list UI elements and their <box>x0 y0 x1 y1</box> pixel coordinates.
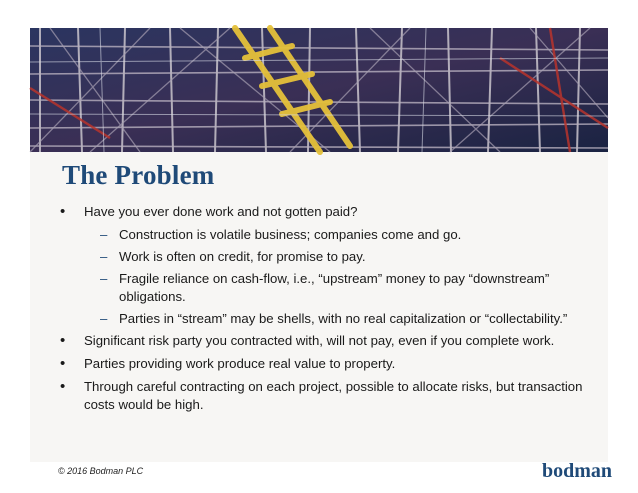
bullet-text: Have you ever done work and not gotten paid? <box>84 204 358 219</box>
bodman-logo: bodman <box>542 460 613 482</box>
copyright-footer: © 2016 Bodman PLC <box>58 466 144 476</box>
bullet-item <box>56 378 596 414</box>
bullet-marker: • <box>60 378 66 395</box>
bullet-item <box>56 332 596 350</box>
bullet-text: Parties providing work produce real value to property. <box>84 356 396 371</box>
sub-bullet-text: Fragile reliance on cash-flow, i.e., “upstream” money to pay “downstream” obligations. <box>119 271 550 304</box>
sub-bullet-item <box>56 226 596 244</box>
sub-bullet-text: Parties in “stream” may be shells, with no real capitalization or “collectability.” <box>119 311 568 326</box>
sub-bullet-marker: – <box>100 271 108 286</box>
sub-bullet-text: Construction is volatile business; companies come and go. <box>119 227 462 242</box>
sub-bullet-marker: – <box>100 249 108 264</box>
sub-bullet-marker: – <box>100 311 108 326</box>
bullet-text: Through careful contracting on each project, possible to allocate risks, but transaction costs would be high. <box>84 379 583 412</box>
bullet-item <box>56 355 596 373</box>
bullet-marker: • <box>60 203 66 220</box>
sub-bullet-text: Work is often on credit, for promise to pay. <box>119 249 366 264</box>
sub-bullet-item <box>56 270 596 306</box>
sub-bullet-item <box>56 310 596 328</box>
sub-bullet-item <box>56 248 596 266</box>
bullet-marker: • <box>60 355 66 372</box>
scaffolding-photo <box>30 28 608 152</box>
bullet-marker: • <box>60 332 66 349</box>
bullet-item <box>56 203 596 221</box>
sub-bullet-marker: – <box>100 227 108 242</box>
slide <box>30 28 613 482</box>
scaffolding-image <box>30 28 608 152</box>
bullet-text: Significant risk party you contracted with, will not pay, even if you complete work. <box>84 333 555 348</box>
slide-title: The Problem <box>62 160 215 190</box>
bullet-list <box>56 203 596 419</box>
